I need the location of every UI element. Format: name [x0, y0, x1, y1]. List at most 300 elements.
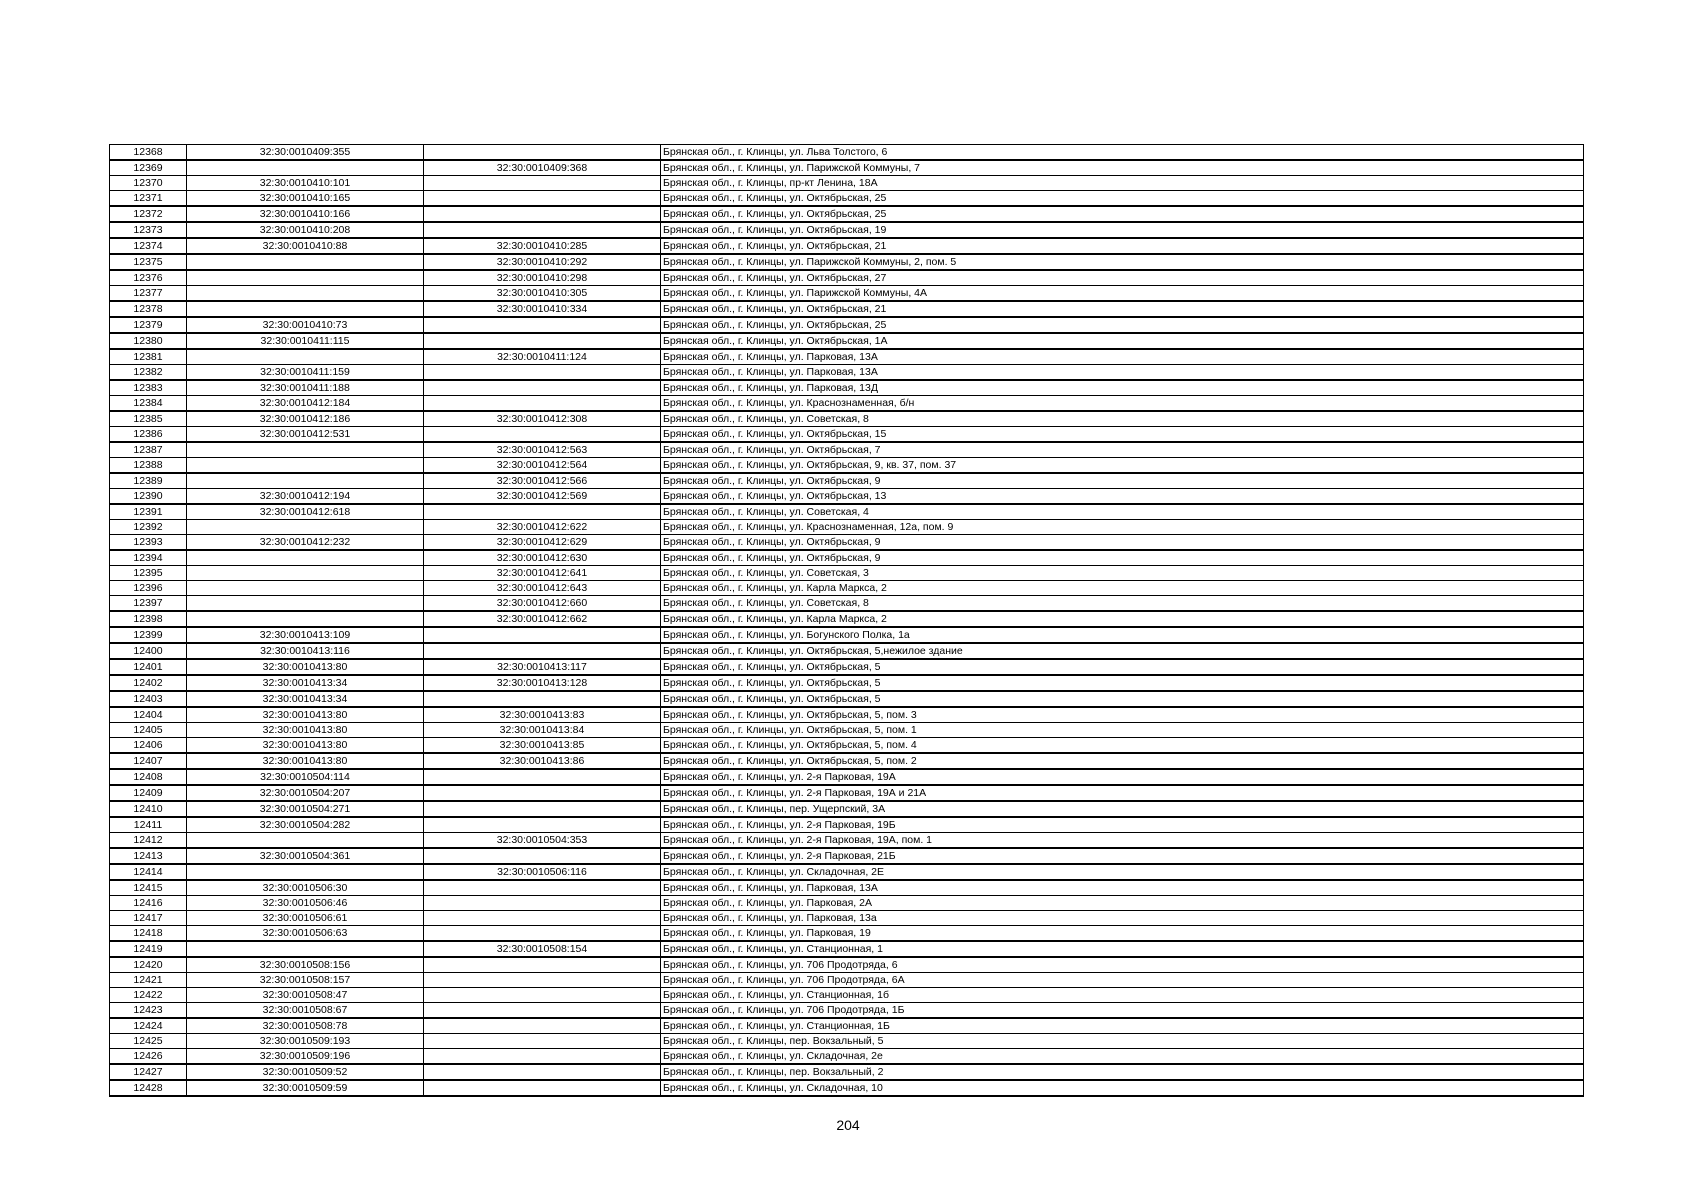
cadastral-number-cell: 32:30:0010413:34	[187, 675, 424, 691]
object-cadastral-number-cell	[424, 380, 661, 396]
address-cell: Брянская обл., г. Клинцы, ул. 706 Продотряда, 6А	[661, 973, 1584, 988]
object-cadastral-number-cell	[424, 206, 661, 222]
object-cadastral-number-cell	[424, 957, 661, 973]
object-cadastral-number-cell: 32:30:0010410:334	[424, 301, 661, 317]
row-number-cell: 12403	[110, 691, 187, 707]
address-cell: Брянская обл., г. Клинцы, ул. Советская, 8	[661, 596, 1584, 612]
address-cell: Брянская обл., г. Клинцы, ул. Октябрьская, 13	[661, 489, 1584, 505]
address-cell: Брянская обл., г. Клинцы, ул. Советская, 4	[661, 504, 1584, 520]
row-number-cell: 12426	[110, 1049, 187, 1065]
cadastral-number-cell: 32:30:0010509:196	[187, 1049, 424, 1065]
address-cell: Брянская обл., г. Клинцы, ул. Октябрьская, 5,нежилое здание	[661, 643, 1584, 659]
cadastral-number-cell: 32:30:0010413:80	[187, 753, 424, 769]
table-row	[110, 489, 1584, 505]
address-cell: Брянская обл., г. Клинцы, ул. Октябрьская, 27	[661, 270, 1584, 286]
address-cell: Брянская обл., г. Клинцы, ул. Станционная, 1б	[661, 988, 1584, 1003]
row-number-cell: 12373	[110, 222, 187, 238]
object-cadastral-number-cell: 32:30:0010412:563	[424, 442, 661, 458]
table-row	[110, 566, 1584, 581]
row-number-cell: 12427	[110, 1064, 187, 1080]
table-row	[110, 880, 1584, 896]
row-number-cell: 12420	[110, 957, 187, 973]
row-number-cell: 12406	[110, 738, 187, 754]
address-cell: Брянская обл., г. Клинцы, ул. Октябрьская, 7	[661, 442, 1584, 458]
table-row	[110, 1034, 1584, 1049]
row-number-cell: 12392	[110, 520, 187, 535]
row-number-cell: 12421	[110, 973, 187, 988]
object-cadastral-number-cell	[424, 973, 661, 988]
address-cell: Брянская обл., г. Клинцы, ул. Октябрьская, 25	[661, 191, 1584, 207]
row-number-cell: 12393	[110, 535, 187, 551]
cadastral-number-cell	[187, 473, 424, 489]
row-number-cell: 12386	[110, 427, 187, 443]
row-number-cell: 12424	[110, 1018, 187, 1034]
object-cadastral-number-cell: 32:30:0010413:84	[424, 723, 661, 738]
table-row	[110, 691, 1584, 707]
object-cadastral-number-cell: 32:30:0010412:566	[424, 473, 661, 489]
cadastral-number-cell: 32:30:0010412:184	[187, 396, 424, 412]
row-number-cell: 12382	[110, 365, 187, 381]
row-number-cell: 12380	[110, 333, 187, 349]
address-cell: Брянская обл., г. Клинцы, ул. Парижской Коммуны, 4А	[661, 286, 1584, 302]
object-cadastral-number-cell	[424, 1018, 661, 1034]
row-number-cell: 12383	[110, 380, 187, 396]
address-cell: Брянская обл., г. Клинцы, ул. Октябрьская, 25	[661, 206, 1584, 222]
cadastral-number-cell: 32:30:0010508:47	[187, 988, 424, 1003]
row-number-cell: 12387	[110, 442, 187, 458]
row-number-cell: 12428	[110, 1080, 187, 1096]
row-number-cell: 12407	[110, 753, 187, 769]
object-cadastral-number-cell: 32:30:0010508:154	[424, 941, 661, 957]
row-number-cell: 12418	[110, 926, 187, 942]
table-row	[110, 848, 1584, 864]
address-cell: Брянская обл., г. Клинцы, ул. Октябрьская, 1А	[661, 333, 1584, 349]
address-cell: Брянская обл., г. Клинцы, ул. Парковая, 13А	[661, 880, 1584, 896]
object-cadastral-number-cell	[424, 643, 661, 659]
row-number-cell: 12368	[110, 145, 187, 161]
object-cadastral-number-cell: 32:30:0010409:368	[424, 160, 661, 176]
row-number-cell: 12425	[110, 1034, 187, 1049]
cadastral-number-cell	[187, 301, 424, 317]
table-row	[110, 286, 1584, 302]
row-number-cell: 12422	[110, 988, 187, 1003]
object-cadastral-number-cell: 32:30:0010410:285	[424, 238, 661, 254]
table-row	[110, 643, 1584, 659]
row-number-cell: 12394	[110, 550, 187, 566]
table-row	[110, 535, 1584, 551]
address-cell: Брянская обл., г. Клинцы, ул. Октябрьская, 21	[661, 301, 1584, 317]
object-cadastral-number-cell: 32:30:0010412:569	[424, 489, 661, 505]
address-cell: Брянская обл., г. Клинцы, ул. 2-я Парковая, 21Б	[661, 848, 1584, 864]
cadastral-number-cell: 32:30:0010410:73	[187, 317, 424, 333]
object-cadastral-number-cell	[424, 1080, 661, 1096]
table-row	[110, 675, 1584, 691]
row-number-cell: 12405	[110, 723, 187, 738]
cadastral-number-cell: 32:30:0010509:193	[187, 1034, 424, 1049]
row-number-cell: 12419	[110, 941, 187, 957]
object-cadastral-number-cell: 32:30:0010412:641	[424, 566, 661, 581]
address-cell: Брянская обл., г. Клинцы, ул. 2-я Парковая, 19А, пом. 1	[661, 833, 1584, 849]
table-row	[110, 191, 1584, 207]
table-row	[110, 206, 1584, 222]
cadastral-number-cell: 32:30:0010411:115	[187, 333, 424, 349]
address-cell: Брянская обл., г. Клинцы, пер. Вокзальный, 2	[661, 1064, 1584, 1080]
cadastral-number-cell	[187, 286, 424, 302]
row-number-cell: 12397	[110, 596, 187, 612]
address-cell: Брянская обл., г. Клинцы, ул. Октябрьская, 9, кв. 37, пом. 37	[661, 458, 1584, 474]
table-row	[110, 833, 1584, 849]
address-cell: Брянская обл., г. Клинцы, ул. Парковая, 2А	[661, 896, 1584, 911]
row-number-cell: 12414	[110, 864, 187, 880]
row-number-cell: 12423	[110, 1003, 187, 1019]
registry-table	[109, 144, 1584, 1097]
table-row	[110, 238, 1584, 254]
address-cell: Брянская обл., г. Клинцы, ул. Октябрьская, 9	[661, 550, 1584, 566]
table-row	[110, 753, 1584, 769]
object-cadastral-number-cell: 32:30:0010412:660	[424, 596, 661, 612]
address-cell: Брянская обл., г. Клинцы, пер. Вокзальный, 5	[661, 1034, 1584, 1049]
row-number-cell: 12369	[110, 160, 187, 176]
table-row	[110, 896, 1584, 911]
cadastral-number-cell	[187, 349, 424, 365]
row-number-cell: 12400	[110, 643, 187, 659]
cadastral-number-cell: 32:30:0010412:618	[187, 504, 424, 520]
table-row	[110, 349, 1584, 365]
address-cell: Брянская обл., г. Клинцы, ул. Советская, 8	[661, 411, 1584, 427]
table-row	[110, 550, 1584, 566]
table-row	[110, 801, 1584, 817]
address-cell: Брянская обл., г. Клинцы, ул. Парковая, 13А	[661, 349, 1584, 365]
object-cadastral-number-cell	[424, 333, 661, 349]
cadastral-number-cell: 32:30:0010506:30	[187, 880, 424, 896]
object-cadastral-number-cell	[424, 785, 661, 801]
object-cadastral-number-cell: 32:30:0010413:86	[424, 753, 661, 769]
object-cadastral-number-cell	[424, 176, 661, 191]
cadastral-number-cell: 32:30:0010410:166	[187, 206, 424, 222]
table-row	[110, 411, 1584, 427]
object-cadastral-number-cell	[424, 627, 661, 643]
address-cell: Брянская обл., г. Клинцы, ул. 2-я Парковая, 19А	[661, 769, 1584, 785]
table-row	[110, 365, 1584, 381]
object-cadastral-number-cell: 32:30:0010410:305	[424, 286, 661, 302]
object-cadastral-number-cell: 32:30:0010412:629	[424, 535, 661, 551]
table-row	[110, 458, 1584, 474]
address-cell: Брянская обл., г. Клинцы, ул. Октябрьская, 5, пом. 4	[661, 738, 1584, 754]
address-cell: Брянская обл., г. Клинцы, ул. Октябрьская, 5, пом. 3	[661, 707, 1584, 723]
row-number-cell: 12385	[110, 411, 187, 427]
object-cadastral-number-cell: 32:30:0010412:308	[424, 411, 661, 427]
object-cadastral-number-cell: 32:30:0010410:298	[424, 270, 661, 286]
cadastral-number-cell	[187, 254, 424, 270]
table-row	[110, 627, 1584, 643]
table-row	[110, 659, 1584, 675]
cadastral-number-cell	[187, 941, 424, 957]
table-row	[110, 145, 1584, 161]
object-cadastral-number-cell	[424, 988, 661, 1003]
table-row	[110, 301, 1584, 317]
table-row	[110, 473, 1584, 489]
object-cadastral-number-cell	[424, 1034, 661, 1049]
row-number-cell: 12370	[110, 176, 187, 191]
table-row	[110, 160, 1584, 176]
object-cadastral-number-cell	[424, 1003, 661, 1019]
table-row	[110, 926, 1584, 942]
cadastral-number-cell	[187, 864, 424, 880]
cadastral-number-cell: 32:30:0010412:232	[187, 535, 424, 551]
address-cell: Брянская обл., г. Клинцы, ул. Парижской Коммуны, 2, пом. 5	[661, 254, 1584, 270]
cadastral-number-cell: 32:30:0010412:194	[187, 489, 424, 505]
cadastral-number-cell	[187, 442, 424, 458]
table-row	[110, 911, 1584, 926]
row-number-cell: 12404	[110, 707, 187, 723]
row-number-cell: 12411	[110, 817, 187, 833]
object-cadastral-number-cell	[424, 317, 661, 333]
table-row	[110, 176, 1584, 191]
table-row	[110, 270, 1584, 286]
cadastral-number-cell	[187, 611, 424, 627]
object-cadastral-number-cell	[424, 926, 661, 942]
table-row	[110, 380, 1584, 396]
cadastral-number-cell: 32:30:0010410:165	[187, 191, 424, 207]
object-cadastral-number-cell	[424, 769, 661, 785]
object-cadastral-number-cell	[424, 1064, 661, 1080]
table-row	[110, 707, 1584, 723]
row-number-cell: 12396	[110, 581, 187, 596]
table-row	[110, 941, 1584, 957]
address-cell: Брянская обл., г. Клинцы, ул. Октябрьская, 5	[661, 659, 1584, 675]
cadastral-number-cell: 32:30:0010509:59	[187, 1080, 424, 1096]
object-cadastral-number-cell: 32:30:0010504:353	[424, 833, 661, 849]
address-cell: Брянская обл., г. Клинцы, ул. Октябрьская, 19	[661, 222, 1584, 238]
cadastral-number-cell: 32:30:0010410:101	[187, 176, 424, 191]
object-cadastral-number-cell	[424, 801, 661, 817]
cadastral-number-cell: 32:30:0010413:34	[187, 691, 424, 707]
address-cell: Брянская обл., г. Клинцы, ул. Карла Маркса, 2	[661, 611, 1584, 627]
cadastral-number-cell	[187, 833, 424, 849]
cadastral-number-cell: 32:30:0010506:63	[187, 926, 424, 942]
address-cell: Брянская обл., г. Клинцы, ул. Карла Маркса, 2	[661, 581, 1584, 596]
cadastral-number-cell: 32:30:0010410:208	[187, 222, 424, 238]
address-cell: Брянская обл., г. Клинцы, ул. Парковая, 13Д	[661, 380, 1584, 396]
table-row	[110, 988, 1584, 1003]
object-cadastral-number-cell	[424, 504, 661, 520]
table-row	[110, 723, 1584, 738]
cadastral-number-cell: 32:30:0010508:67	[187, 1003, 424, 1019]
address-cell: Брянская обл., г. Клинцы, ул. Парижской Коммуны, 7	[661, 160, 1584, 176]
cadastral-number-cell: 32:30:0010413:80	[187, 707, 424, 723]
row-number-cell: 12410	[110, 801, 187, 817]
cadastral-number-cell	[187, 550, 424, 566]
object-cadastral-number-cell: 32:30:0010412:630	[424, 550, 661, 566]
row-number-cell: 12402	[110, 675, 187, 691]
table-row	[110, 581, 1584, 596]
address-cell: Брянская обл., г. Клинцы, ул. Станционная, 1	[661, 941, 1584, 957]
row-number-cell: 12390	[110, 489, 187, 505]
cadastral-number-cell	[187, 581, 424, 596]
address-cell: Брянская обл., г. Клинцы, ул. 706 Продотряда, 6	[661, 957, 1584, 973]
address-cell: Брянская обл., г. Клинцы, ул. 2-я Парковая, 19А и 21А	[661, 785, 1584, 801]
table-row	[110, 817, 1584, 833]
object-cadastral-number-cell	[424, 427, 661, 443]
address-cell: Брянская обл., г. Клинцы, ул. Октябрьская, 15	[661, 427, 1584, 443]
address-cell: Брянская обл., г. Клинцы, ул. 2-я Парковая, 19Б	[661, 817, 1584, 833]
row-number-cell: 12413	[110, 848, 187, 864]
row-number-cell: 12401	[110, 659, 187, 675]
row-number-cell: 12395	[110, 566, 187, 581]
address-cell: Брянская обл., г. Клинцы, ул. Складочная, 2е	[661, 1049, 1584, 1065]
cadastral-number-cell: 32:30:0010413:80	[187, 659, 424, 675]
address-cell: Брянская обл., г. Клинцы, ул. Парковая, 19	[661, 926, 1584, 942]
cadastral-number-cell: 32:30:0010504:207	[187, 785, 424, 801]
cadastral-number-cell: 32:30:0010504:114	[187, 769, 424, 785]
row-number-cell: 12417	[110, 911, 187, 926]
cadastral-number-cell	[187, 596, 424, 612]
address-cell: Брянская обл., г. Клинцы, ул. Октябрьская, 9	[661, 535, 1584, 551]
object-cadastral-number-cell: 32:30:0010410:292	[424, 254, 661, 270]
row-number-cell: 12371	[110, 191, 187, 207]
row-number-cell: 12376	[110, 270, 187, 286]
table-row	[110, 520, 1584, 535]
table-row	[110, 596, 1584, 612]
address-cell: Брянская обл., г. Клинцы, ул. Складочная, 2Е	[661, 864, 1584, 880]
object-cadastral-number-cell	[424, 1049, 661, 1065]
object-cadastral-number-cell	[424, 222, 661, 238]
object-cadastral-number-cell: 32:30:0010413:83	[424, 707, 661, 723]
row-number-cell: 12391	[110, 504, 187, 520]
row-number-cell: 12388	[110, 458, 187, 474]
cadastral-number-cell: 32:30:0010508:157	[187, 973, 424, 988]
row-number-cell: 12398	[110, 611, 187, 627]
cadastral-number-cell: 32:30:0010411:159	[187, 365, 424, 381]
address-cell: Брянская обл., г. Клинцы, ул. Октябрьская, 25	[661, 317, 1584, 333]
cadastral-number-cell: 32:30:0010412:186	[187, 411, 424, 427]
cadastral-number-cell	[187, 520, 424, 535]
object-cadastral-number-cell	[424, 817, 661, 833]
cadastral-number-cell: 32:30:0010509:52	[187, 1064, 424, 1080]
address-cell: Брянская обл., г. Клинцы, ул. Краснознаменная, б/н	[661, 396, 1584, 412]
row-number-cell: 12384	[110, 396, 187, 412]
cadastral-number-cell	[187, 160, 424, 176]
address-cell: Брянская обл., г. Клинцы, ул. Советская, 3	[661, 566, 1584, 581]
table-row	[110, 864, 1584, 880]
row-number-cell: 12378	[110, 301, 187, 317]
address-cell: Брянская обл., г. Клинцы, ул. Октябрьская, 21	[661, 238, 1584, 254]
object-cadastral-number-cell	[424, 896, 661, 911]
table-row	[110, 427, 1584, 443]
object-cadastral-number-cell: 32:30:0010413:85	[424, 738, 661, 754]
cadastral-number-cell: 32:30:0010508:156	[187, 957, 424, 973]
object-cadastral-number-cell: 32:30:0010412:643	[424, 581, 661, 596]
address-cell: Брянская обл., г. Клинцы, ул. Парковая, 13а	[661, 911, 1584, 926]
address-cell: Брянская обл., г. Клинцы, ул. Парковая, 13А	[661, 365, 1584, 381]
object-cadastral-number-cell	[424, 848, 661, 864]
table-row	[110, 1018, 1584, 1034]
object-cadastral-number-cell	[424, 691, 661, 707]
address-cell: Брянская обл., г. Клинцы, ул. Октябрьская, 9	[661, 473, 1584, 489]
table-row	[110, 785, 1584, 801]
row-number-cell: 12416	[110, 896, 187, 911]
table-row	[110, 957, 1584, 973]
table-row	[110, 396, 1584, 412]
cadastral-number-cell: 32:30:0010409:355	[187, 145, 424, 161]
cadastral-number-cell: 32:30:0010413:116	[187, 643, 424, 659]
cadastral-number-cell: 32:30:0010410:88	[187, 238, 424, 254]
table-row	[110, 611, 1584, 627]
address-cell: Брянская обл., г. Клинцы, ул. Льва Толстого, 6	[661, 145, 1584, 161]
object-cadastral-number-cell: 32:30:0010506:116	[424, 864, 661, 880]
address-cell: Брянская обл., г. Клинцы, ул. Краснознаменная, 12а, пом. 9	[661, 520, 1584, 535]
table-row	[110, 317, 1584, 333]
table-row	[110, 504, 1584, 520]
row-number-cell: 12389	[110, 473, 187, 489]
object-cadastral-number-cell: 32:30:0010412:662	[424, 611, 661, 627]
table-row	[110, 1049, 1584, 1065]
table-row	[110, 1064, 1584, 1080]
object-cadastral-number-cell	[424, 396, 661, 412]
object-cadastral-number-cell	[424, 145, 661, 161]
row-number-cell: 12372	[110, 206, 187, 222]
page-number: 204	[836, 1117, 860, 1133]
row-number-cell: 12374	[110, 238, 187, 254]
object-cadastral-number-cell: 32:30:0010413:117	[424, 659, 661, 675]
address-cell: Брянская обл., г. Клинцы, ул. Богунского Полка, 1а	[661, 627, 1584, 643]
cadastral-number-cell: 32:30:0010504:282	[187, 817, 424, 833]
object-cadastral-number-cell	[424, 365, 661, 381]
object-cadastral-number-cell: 32:30:0010412:622	[424, 520, 661, 535]
table-row	[110, 222, 1584, 238]
cadastral-number-cell	[187, 458, 424, 474]
cadastral-number-cell: 32:30:0010506:61	[187, 911, 424, 926]
cadastral-number-cell: 32:30:0010413:80	[187, 738, 424, 754]
row-number-cell: 12415	[110, 880, 187, 896]
address-cell: Брянская обл., г. Клинцы, ул. Складочная, 10	[661, 1080, 1584, 1096]
row-number-cell: 12377	[110, 286, 187, 302]
cadastral-number-cell: 32:30:0010413:109	[187, 627, 424, 643]
address-cell: Брянская обл., г. Клинцы, ул. Станционная, 1Б	[661, 1018, 1584, 1034]
cadastral-number-cell: 32:30:0010504:361	[187, 848, 424, 864]
table-row	[110, 442, 1584, 458]
object-cadastral-number-cell	[424, 191, 661, 207]
table-row	[110, 1080, 1584, 1096]
cadastral-number-cell: 32:30:0010508:78	[187, 1018, 424, 1034]
address-cell: Брянская обл., г. Клинцы, ул. Октябрьская, 5, пом. 2	[661, 753, 1584, 769]
table-row	[110, 333, 1584, 349]
table-row	[110, 1003, 1584, 1019]
registry-table-body	[110, 145, 1584, 1097]
table-row	[110, 738, 1584, 754]
row-number-cell: 12379	[110, 317, 187, 333]
object-cadastral-number-cell	[424, 880, 661, 896]
address-cell: Брянская обл., г. Клинцы, ул. Октябрьская, 5	[661, 675, 1584, 691]
cadastral-number-cell: 32:30:0010413:80	[187, 723, 424, 738]
row-number-cell: 12399	[110, 627, 187, 643]
cadastral-number-cell: 32:30:0010504:271	[187, 801, 424, 817]
cadastral-number-cell	[187, 566, 424, 581]
row-number-cell: 12375	[110, 254, 187, 270]
object-cadastral-number-cell: 32:30:0010411:124	[424, 349, 661, 365]
address-cell: Брянская обл., г. Клинцы, ул. Октябрьская, 5, пом. 1	[661, 723, 1584, 738]
address-cell: Брянская обл., г. Клинцы, пр-кт Ленина, 18А	[661, 176, 1584, 191]
address-cell: Брянская обл., г. Клинцы, пер. Ущерпский, 3А	[661, 801, 1584, 817]
row-number-cell: 12412	[110, 833, 187, 849]
table-row	[110, 973, 1584, 988]
cadastral-number-cell: 32:30:0010412:531	[187, 427, 424, 443]
address-cell: Брянская обл., г. Клинцы, ул. Октябрьская, 5	[661, 691, 1584, 707]
cadastral-number-cell	[187, 270, 424, 286]
object-cadastral-number-cell: 32:30:0010413:128	[424, 675, 661, 691]
table-row	[110, 769, 1584, 785]
row-number-cell: 12381	[110, 349, 187, 365]
